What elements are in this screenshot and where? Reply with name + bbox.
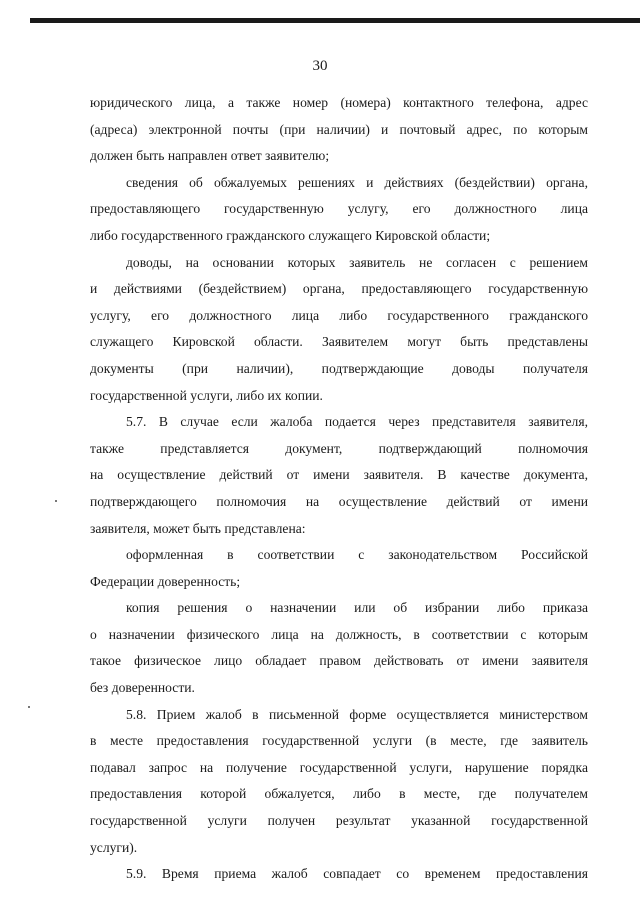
top-border-rule <box>30 18 640 23</box>
text-line: без доверенности. <box>90 680 195 696</box>
text-line: должен быть направлен ответ заявителю; <box>90 148 330 164</box>
text-line: о назначении физического лица на должность, в соответствии с которым <box>90 626 588 642</box>
document-body <box>90 90 588 888</box>
text-line: государственной услуги получен результат указанной государственной <box>90 813 588 829</box>
scan-speck <box>55 500 57 502</box>
text-line: такое физическое лицо обладает правом действовать от имени заявителя <box>90 653 588 669</box>
text-line: (адреса) электронной почты (при наличии) и почтовый адрес, по которым <box>90 121 588 137</box>
text-line: услугу, его должностного лица либо государственного гражданского <box>90 307 588 323</box>
text-line: подавал запрос на получение государственной услуги, нарушение порядка <box>90 759 588 775</box>
text-line: либо государственного гражданского служащего Кировской области; <box>90 227 491 243</box>
text-line: на осуществление действий от имени заявителя. В качестве документа, <box>90 467 588 483</box>
text-line: документы (при наличии), подтверждающие доводы получателя <box>90 360 588 376</box>
text-line: доводы, на основании которых заявитель не согласен с решением <box>126 254 588 270</box>
text-line: 5.7. В случае если жалоба подается через представителя заявителя, <box>126 414 588 430</box>
text-line: копия решения о назначении или об избрании либо приказа <box>126 600 588 616</box>
text-line: также представляется документ, подтверждающий полномочия <box>90 440 588 456</box>
scan-speck <box>28 706 30 708</box>
text-line: услуги). <box>90 839 138 855</box>
text-line: подтверждающего полномочия на осуществление действий от имени <box>90 493 588 509</box>
text-line: в месте предоставления государственной услуги (в месте, где заявитель <box>90 733 588 749</box>
text-line: заявителя, может быть представлена: <box>90 520 306 536</box>
text-line: Федерации доверенность; <box>90 573 241 589</box>
text-line: 5.8. Прием жалоб в письменной форме осуществляется министерством <box>126 706 588 722</box>
text-line: юридического лица, а также номер (номера) контактного телефона, адрес <box>90 95 588 110</box>
text-line: предоставляющего государственную услугу, его должностного лица <box>90 201 588 217</box>
page-number: 30 <box>312 58 328 74</box>
text-line: служащего Кировской области. Заявителем могут быть представлены <box>90 334 588 350</box>
text-line: 5.9. Время приема жалоб совпадает со временем предоставления <box>126 866 588 882</box>
text-line: предоставления которой обжалуется, либо в месте, где получателем <box>90 786 588 802</box>
text-line: и действиями (бездействием) органа, предоставляющего государственную <box>90 281 588 297</box>
text-line: оформленная в соответствии с законодательством Российской <box>126 547 588 563</box>
text-line: сведения об обжалуемых решениях и действиях (бездействии) органа, <box>126 174 588 190</box>
text-line: государственной услуги, либо их копии. <box>90 387 323 403</box>
